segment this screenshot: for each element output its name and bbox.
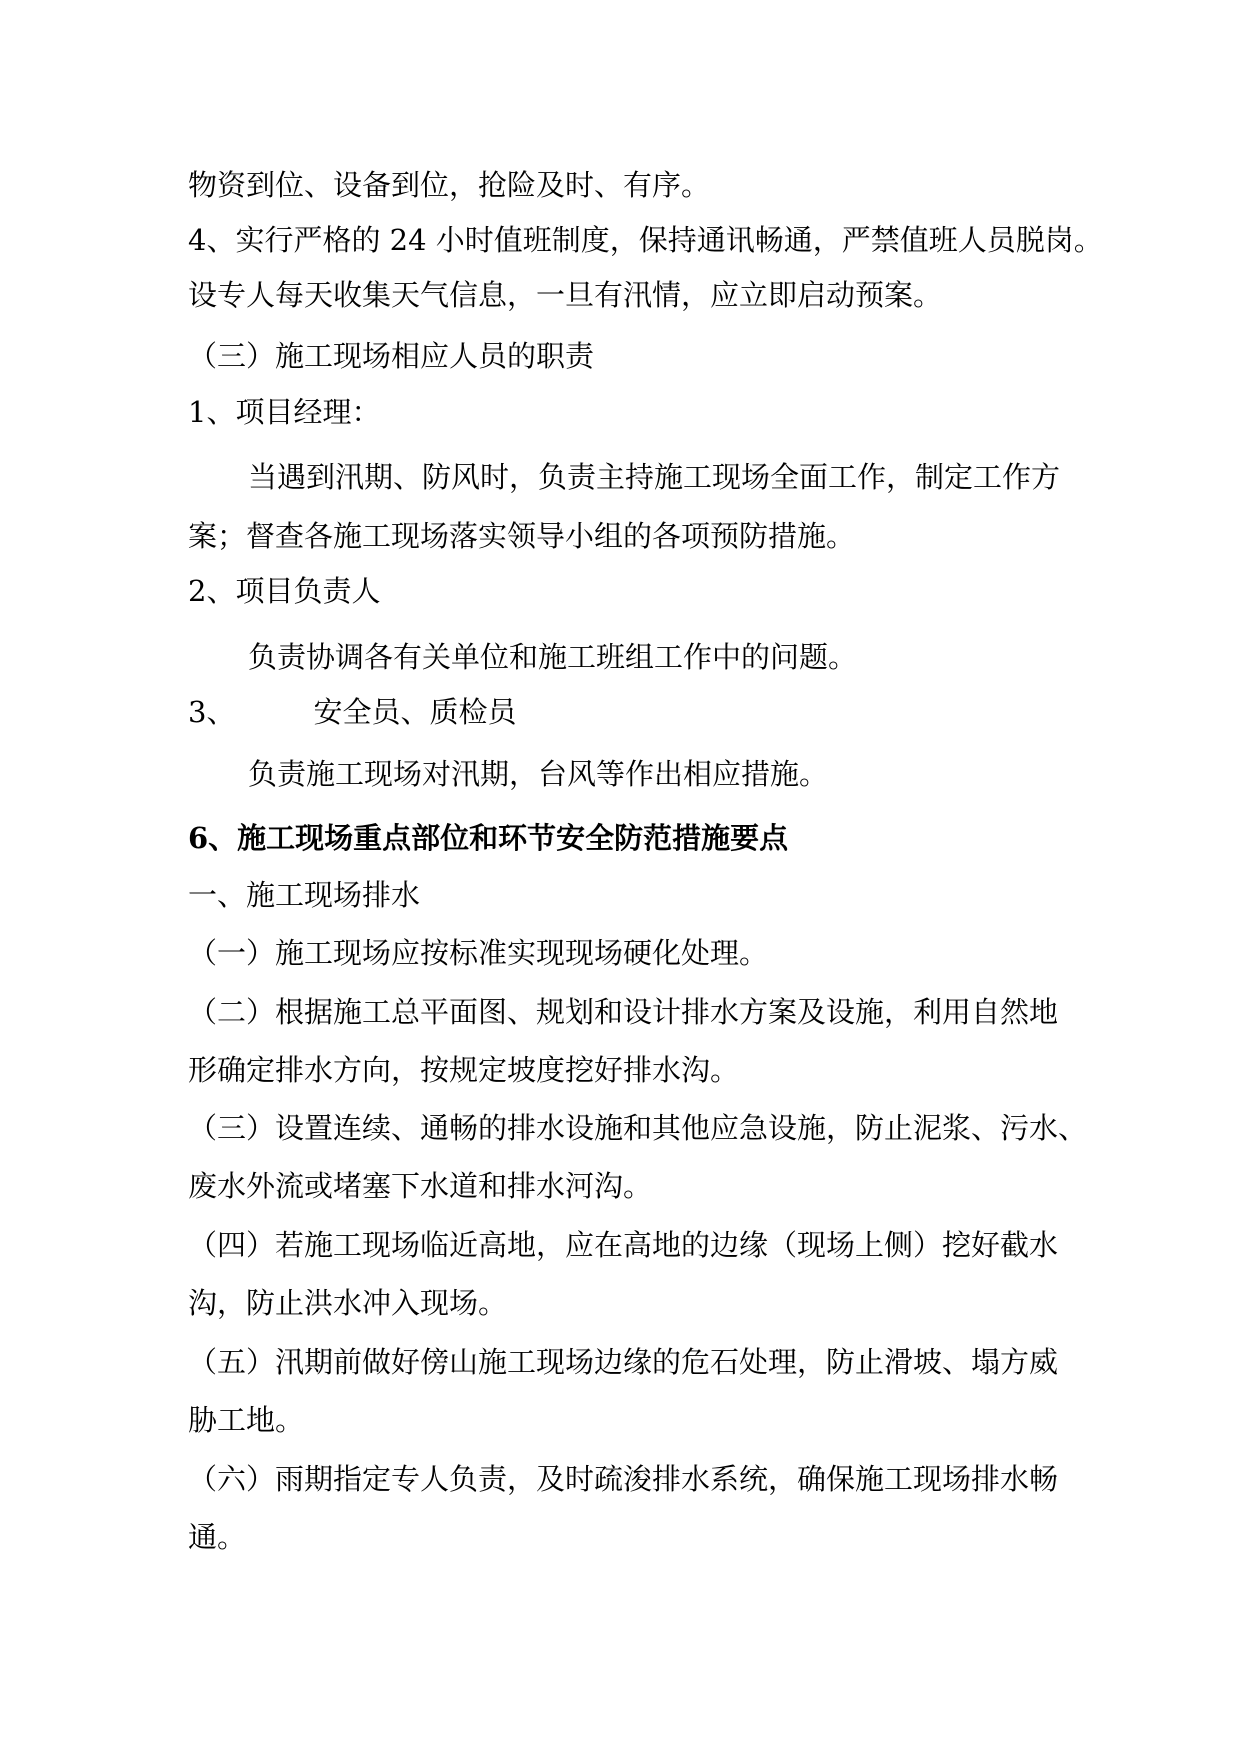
text-line: 形确定排水方向，按规定坡度挖好排水沟。 <box>188 1053 740 1087</box>
text-line: 案；督查各施工现场落实领导小组的各项预防措施。 <box>188 519 856 553</box>
text-line: 设专人每天收集天气信息，一旦有汛情，应立即启动预案。 <box>188 278 943 312</box>
text-line: 废水外流或堵塞下水道和排水河沟。 <box>188 1169 653 1203</box>
text-line: 4、实行严格的 24 小时值班制度，保持通讯畅通，严禁值班人员脱岗。 <box>188 223 1103 257</box>
text-line <box>188 692 516 732</box>
text-line: 通。 <box>188 1520 247 1554</box>
text-line: （三）设置连续、通畅的排水设施和其他应急设施，防止泥浆、污水、 <box>188 1111 1088 1145</box>
text-line: 负责协调各有关单位和施工班组工作中的问题。 <box>248 640 858 674</box>
text-line: （四）若施工现场临近高地，应在高地的边缘（现场上侧）挖好截水 <box>188 1228 1059 1262</box>
text-line: 沟，防止洪水冲入现场。 <box>188 1286 508 1320</box>
section-subheading: 一、施工现场排水 <box>188 878 421 912</box>
text-line: （一）施工现场应按标准实现现场硬化处理。 <box>188 936 769 970</box>
item-number: 3、 <box>188 695 236 729</box>
item-title: 安全员、质检员 <box>313 695 517 729</box>
text-line: 物资到位、设备到位，抢险及时、有序。 <box>188 168 711 202</box>
text-line: （二）根据施工总平面图、规划和设计排水方案及设施，利用自然地 <box>188 995 1059 1029</box>
text-line: 负责施工现场对汛期，台风等作出相应措施。 <box>248 757 829 791</box>
text-line: 当遇到汛期、防风时，负责主持施工现场全面工作，制定工作方 <box>248 460 1061 494</box>
text-line: 2、项目负责人 <box>188 574 381 608</box>
text-line: 胁工地。 <box>188 1403 305 1437</box>
section-subheading: （三）施工现场相应人员的职责 <box>188 339 595 373</box>
text-line: （六）雨期指定专人负责，及时疏浚排水系统，确保施工现场排水畅 <box>188 1462 1059 1496</box>
section-heading: 6、施工现场重点部位和环节安全防范措施要点 <box>188 821 789 855</box>
text-line: 1、项目经理： <box>188 395 381 429</box>
text-line: （五）汛期前做好傍山施工现场边缘的危石处理，防止滑坡、塌方威 <box>188 1345 1059 1379</box>
